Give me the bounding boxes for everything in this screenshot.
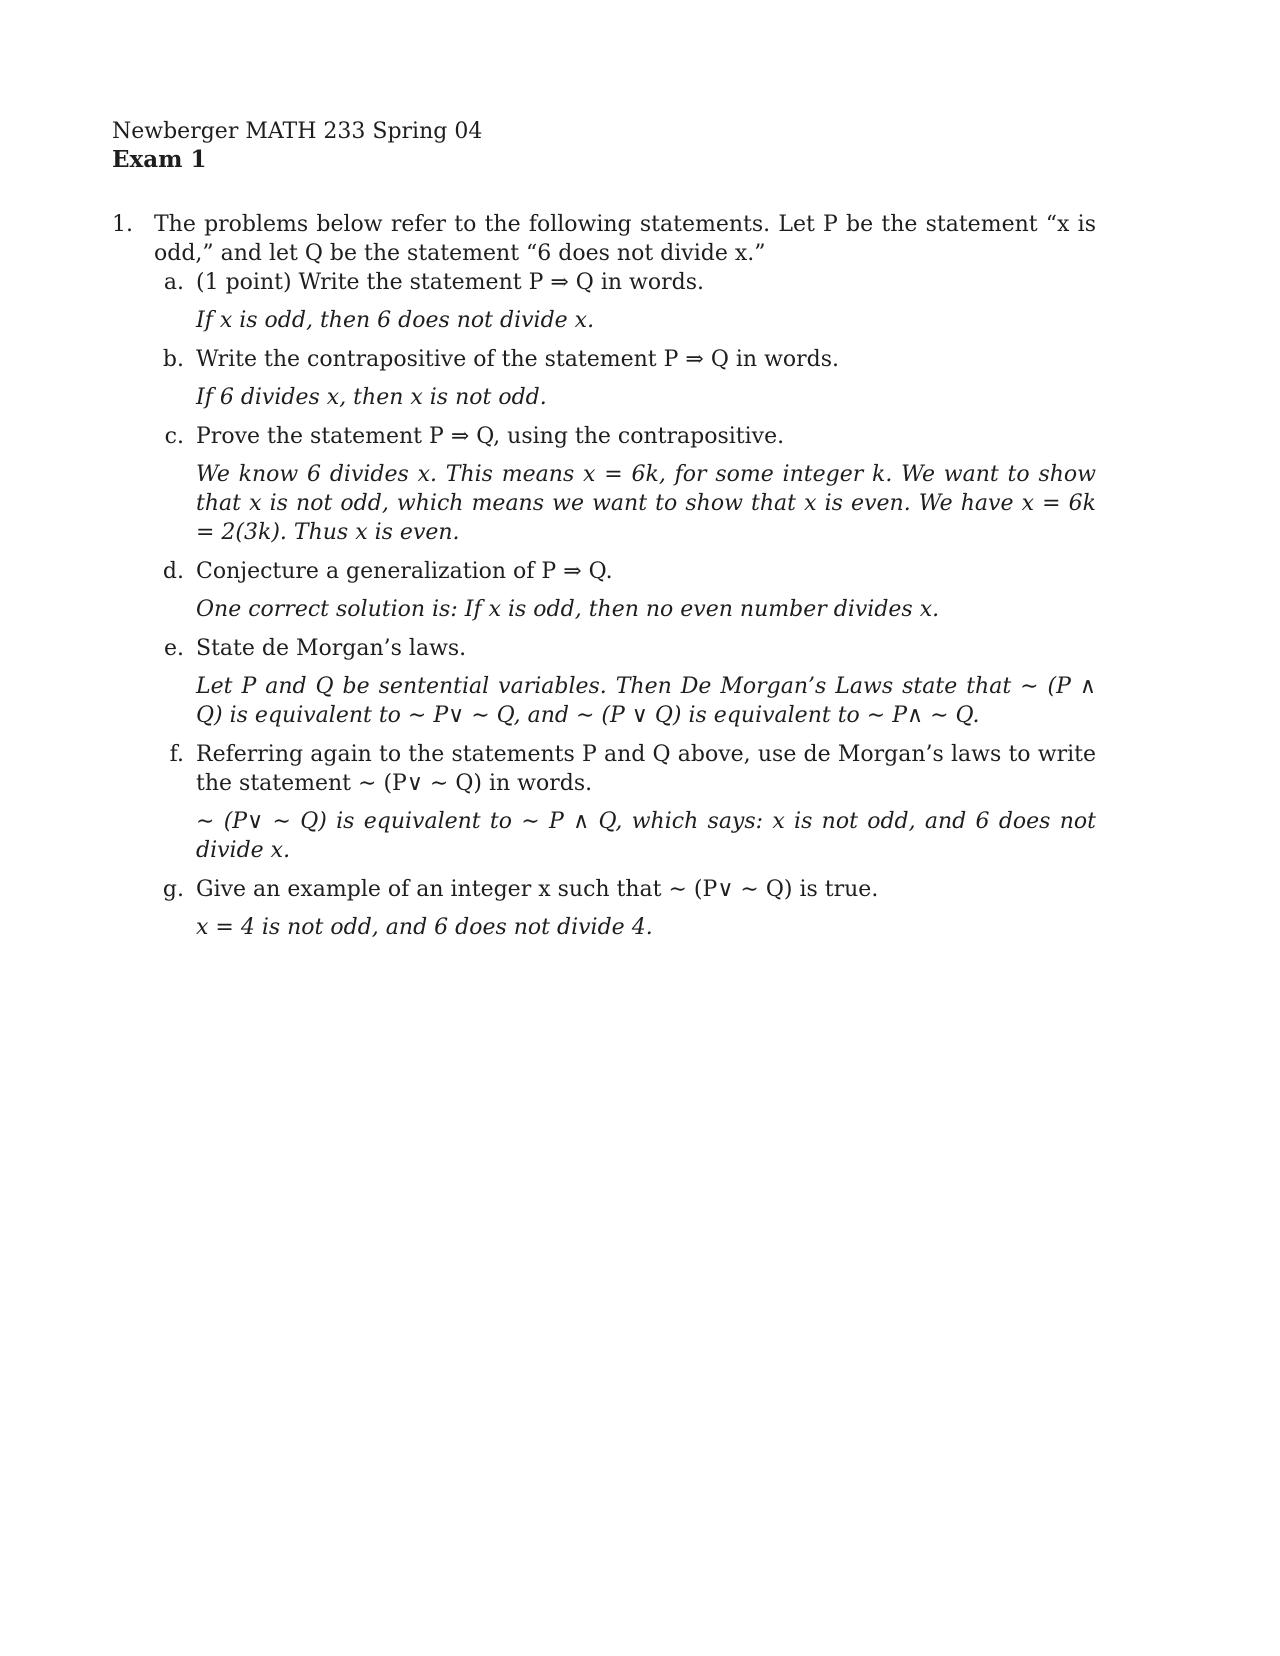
problem-number: 1.	[112, 212, 133, 237]
part-c	[154, 422, 1096, 547]
part-prompt: Referring again to the statements P and Q above, use de Morgan’s laws to write the statement ∼ (P∨ ∼ Q) in words.	[196, 742, 1096, 796]
part-answer: If x is odd, then 6 does not divide x.	[196, 308, 595, 333]
part-prompt: Prove the statement P ⇒ Q, using the contrapositive.	[196, 424, 785, 449]
part-answer: Let P and Q be sentential variables. Then De Morgan’s Laws state that ∼ (P ∧ Q) is equivalent to ∼ P∨ ∼ Q, and ∼ (P ∨ Q) is equivalent to ∼ P∧ ∼ Q.	[196, 674, 1096, 728]
part-b	[154, 345, 1096, 412]
problem-1	[112, 210, 1096, 942]
part-answer: We know 6 divides x. This means x = 6k, for some integer k. We want to show that x is not odd, which means we want to show that x is even. We have x = 6k = 2(3k). Thus x is even.	[196, 462, 1096, 545]
part-g	[154, 875, 1096, 942]
part-letter: g.	[162, 877, 184, 902]
part-f	[154, 740, 1096, 865]
part-prompt: State de Morgan’s laws.	[196, 636, 467, 661]
part-d	[154, 557, 1096, 624]
part-letter: d.	[162, 559, 184, 584]
part-prompt: (1 point) Write the statement P ⇒ Q in words.	[196, 270, 704, 295]
exam-title: Exam 1	[112, 146, 207, 173]
part-letter: a.	[163, 270, 184, 295]
part-letter: c.	[164, 424, 184, 449]
course-heading: Newberger MATH 233 Spring 04	[112, 119, 483, 144]
part-letter: b.	[162, 347, 184, 372]
part-letter: f.	[169, 742, 184, 767]
part-answer: ∼ (P∨ ∼ Q) is equivalent to ∼ P ∧ Q, which says: x is not odd, and 6 does not divide x.	[196, 809, 1096, 863]
part-answer: x = 4 is not odd, and 6 does not divide 4.	[196, 915, 653, 940]
part-e	[154, 634, 1096, 730]
part-letter: e.	[163, 636, 184, 661]
problem-stem: The problems below refer to the following statements. Let P be the statement “x is odd,” and let Q be the statement “6 does not divide x.”	[154, 212, 1096, 266]
part-answer: One correct solution is: If x is odd, then no even number divides x.	[196, 597, 940, 622]
part-prompt: Give an example of an integer x such that ∼ (P∨ ∼ Q) is true.	[196, 877, 879, 902]
part-a	[154, 268, 1096, 335]
part-prompt: Conjecture a generalization of P ⇒ Q.	[196, 559, 613, 584]
part-prompt: Write the contrapositive of the statement P ⇒ Q in words.	[196, 347, 840, 372]
document-body	[112, 118, 1096, 952]
part-answer: If 6 divides x, then x is not odd.	[196, 385, 547, 410]
